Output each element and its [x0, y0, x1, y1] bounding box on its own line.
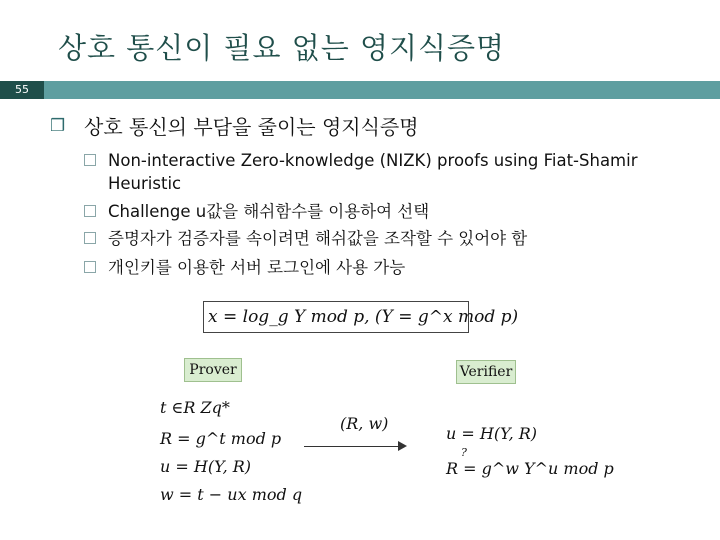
checkbox-bullet-icon	[84, 232, 96, 244]
list-item-text: 개인키를 이용한 서버 로그인에 사용 가능	[108, 258, 406, 277]
formula-box: x = log_g Y mod p, (Y = g^x mod p)	[203, 301, 469, 333]
list-item-text: Challenge u값을 해쉬함수를 이용하여 선택	[108, 202, 430, 221]
message-arrow	[304, 446, 400, 447]
verifier-check-mark: ?	[461, 446, 467, 459]
header-bar	[44, 81, 720, 99]
checkbox-bullet-icon	[84, 205, 96, 217]
list-item	[84, 256, 684, 279]
list-item-text: 증명자가 검증자를 속이려면 해쉬값을 조작할 수 있어야 함	[108, 229, 528, 248]
verifier-step: u = H(Y, R)	[446, 424, 538, 443]
prover-label: Prover	[184, 358, 242, 382]
arrow-head-icon	[398, 441, 407, 451]
prover-step: u = H(Y, R)	[160, 457, 252, 476]
slide-number: 55	[0, 81, 44, 99]
list-item	[84, 200, 684, 223]
checkbox-bullet-icon	[84, 261, 96, 273]
message-label: (R, w)	[340, 414, 389, 433]
slide-title: 상호 통신이 필요 없는 영지식증명	[58, 31, 506, 65]
verifier-step: R = g^w Y^u mod p	[446, 459, 614, 478]
prover-step: w = t − ux mod q	[160, 485, 303, 504]
prover-step: R = g^t mod p	[160, 429, 282, 448]
verifier-label: Verifier	[456, 360, 516, 384]
list-item	[84, 227, 684, 250]
main-bullet: 상호 통신의 부담을 줄이는 영지식증명	[84, 115, 419, 139]
bullet-icon: ❒	[50, 116, 66, 136]
checkbox-bullet-icon	[84, 154, 96, 166]
list-item-text: Non-interactive Zero-knowledge (NIZK) proofs using Fiat-Shamir Heuristic	[108, 151, 638, 193]
prover-step: t ∈R Zq*	[160, 398, 230, 417]
list-item	[84, 149, 684, 195]
